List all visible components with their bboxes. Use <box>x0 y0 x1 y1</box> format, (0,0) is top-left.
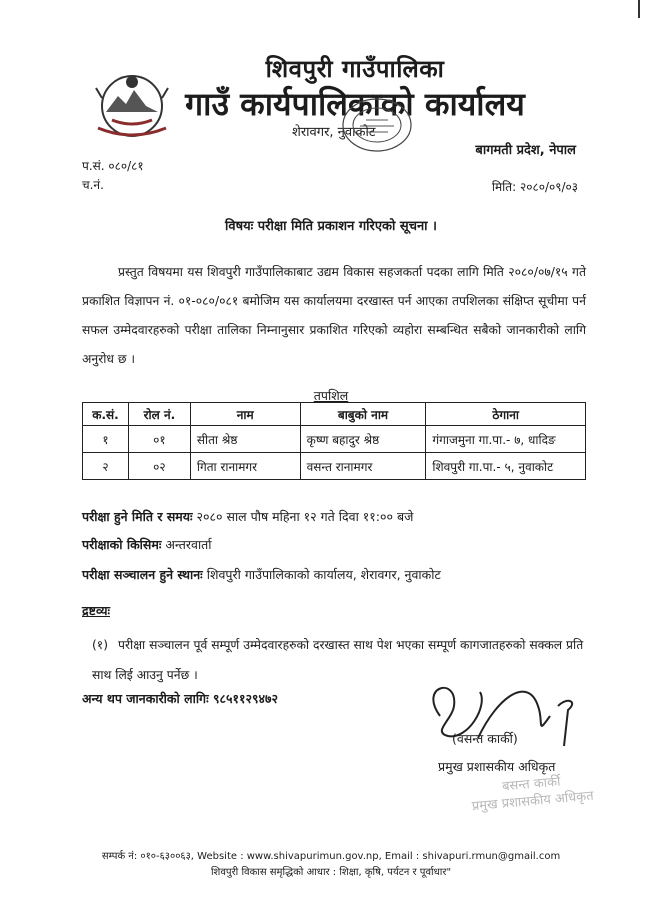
dispatch-number: च.नं. <box>82 178 104 192</box>
municipality-name: शिवपुरी गाउँपालिका <box>265 55 445 83</box>
signatory-stamp <box>461 770 603 816</box>
signatory-designation: प्रमुख प्रशासकीय अधिकृत <box>438 759 556 774</box>
exam-venue-label: परीक्षा सञ्चालन हुने स्थानः <box>82 567 203 582</box>
note-heading: द्रष्टव्यः <box>82 603 110 618</box>
table-header-row <box>83 403 586 426</box>
column-header: ठेगाना <box>426 403 586 426</box>
column-header: नाम <box>190 403 300 426</box>
exam-datetime <box>82 508 413 525</box>
table-cell: सीता श्रेष्ठ <box>190 426 300 453</box>
table-row <box>83 426 586 453</box>
table-row <box>83 453 586 480</box>
office-name: गाउँ कार्यपालिकाको कार्यालय <box>185 85 525 123</box>
candidate-table <box>82 402 586 480</box>
table-cell: २ <box>83 453 129 480</box>
province-label: बागमती प्रदेश, नेपाल <box>475 143 576 158</box>
exam-venue-value: शिवपुरी गाउँपालिकाको कार्यालय, शेरावगर, नुवाकोट <box>206 567 441 582</box>
table-cell: गंगाजमुना गा.पा.- ७, धादिङ <box>426 426 586 453</box>
exam-type-label: परीक्षाको किसिमः <box>82 537 162 552</box>
column-header: क.सं. <box>83 403 129 426</box>
table-caption: तपशिल <box>313 388 349 403</box>
exam-type <box>82 536 212 553</box>
exam-type-value: अन्तरवार्ता <box>165 537 212 552</box>
table-cell: गिता रानामगर <box>190 453 300 480</box>
column-header: बाबुको नाम <box>300 403 426 426</box>
office-seal-icon <box>340 96 414 154</box>
exam-datetime-value: २०८० साल पौष महिना १२ गते दिवा ११:०० बजे <box>196 509 414 524</box>
note-text: परीक्षा सञ्चालन पूर्व सम्पूर्ण उम्मेदवारहरुको दरखास्त साथ पेश भएका सम्पूर्ण कागजातहरुको सक्कल प्रति साथ लिई आउनु पर्नेछ । <box>92 638 584 682</box>
stamp-name: बसन्त कार्की <box>501 774 562 795</box>
footer-contact: सम्पर्क नं: ०१०-६३००६३, Website : www.shivapurimun.gov.np, Email : shivapuri.rmun@gmail.com <box>101 851 561 862</box>
subject-line: विषयः परीक्षा मिति प्रकाशन गरिएको सूचना । <box>224 219 437 234</box>
exam-datetime-label: परीक्षा हुने मिति र समयः <box>82 509 193 524</box>
body-paragraph: प्रस्तुत विषयमा यस शिवपुरी गाउँपालिकाबाट उद्यम विकास सहजकर्ता पदका लागि मिति २०८०/०७/१५ गते प्रकाशित विज्ञापन नं. ०१-०८०/०८१ बमोजिम यस कार्यालयमा दरखास्त पर्न आएका तपशिलका संक्षिप्त सूचीमा पर्न सफल उम्मेदवारहरुको परीक्षा तालिका निम्नानुसार प्रकाशित गरिएको व्यहोरा सम्बन्धित सबैको जानकारीको लागि अनुरोध छ । <box>82 265 586 366</box>
office-location: शेरावगर, नुवाकोट <box>292 125 376 140</box>
letter-date: मिति: २०८०/०९/०३ <box>491 180 578 194</box>
note-number: (१) <box>92 638 108 652</box>
table-cell: वसन्त रानामगर <box>300 453 426 480</box>
stamp-designation: प्रमुख प्रशासकीय अधिकृत <box>471 788 595 815</box>
column-header: रोल नं. <box>128 403 190 426</box>
table-cell: शिवपुरी गा.पा.- ५, नुवाकोट <box>426 453 586 480</box>
exam-venue <box>82 566 441 583</box>
table-cell: कृष्ण बहादुर श्रेष्ठ <box>300 426 426 453</box>
table-cell: १ <box>83 426 129 453</box>
contact-line: अन्य थप जानकारीको लागिः ९८५११२९४७२ <box>82 691 278 706</box>
signatory-name: (वसन्त कार्की) <box>452 731 518 746</box>
table-cell: ०१ <box>128 426 190 453</box>
nepal-emblem-icon <box>92 68 172 142</box>
footer-slogan: शिवपुरी विकास समृद्धिको आधार : शिक्षा, कृषि, पर्यटन र पूर्वाधार" <box>210 867 452 878</box>
table-cell: ०२ <box>128 453 190 480</box>
top-edge-mark <box>638 0 640 18</box>
reference-number: प.सं. ०८०/८१ <box>82 159 144 173</box>
